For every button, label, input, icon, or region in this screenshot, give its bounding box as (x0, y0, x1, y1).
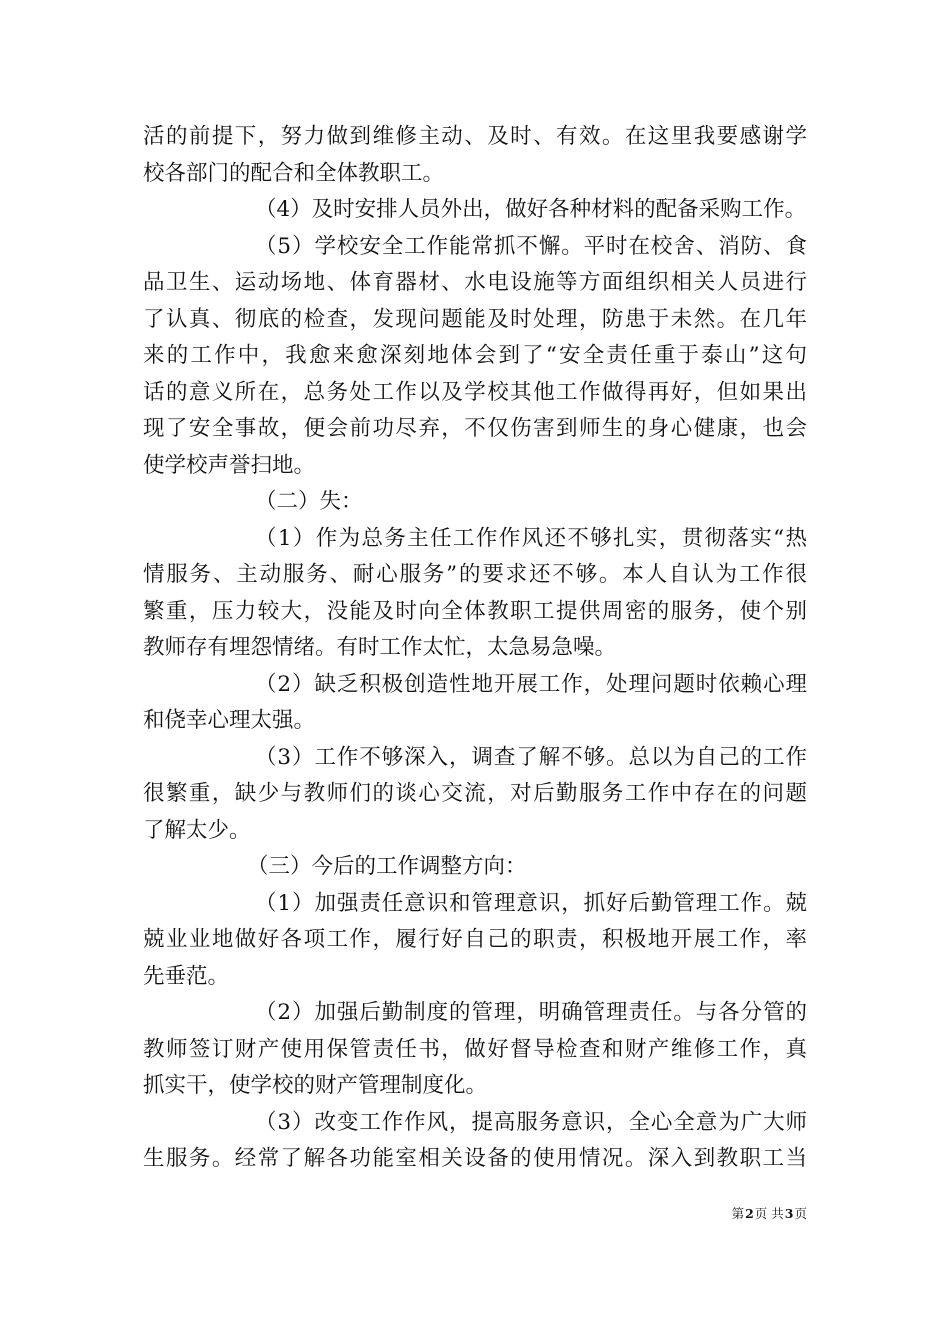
text-line: （3）工作不够深入，调查了解不够。总以为自己的工作 (255, 744, 807, 770)
text-line: 抓实干，使学校的财产管理制度化。 (143, 1073, 488, 1098)
text-line: 了认真、彻底的检查，发现问题能及时处理，防患于未然。在几年 (143, 306, 807, 332)
text-line: （2）加强后勤制度的管理，明确管理责任。与各分管的 (255, 1000, 807, 1025)
text-line: （1）作为总务主任工作作风还不够扎实，贯彻落实“热 (255, 525, 807, 551)
section-heading: （二）失： (255, 489, 363, 514)
page-footer-middle: 页 共 (754, 1206, 784, 1221)
text-line: 繁重，压力较大，没能及时向全体教职工提供周密的服务，使个别 (143, 598, 807, 624)
text-line: 使学校声誉扫地。 (143, 452, 316, 478)
text-line: 很繁重，缺少与教师们的谈心交流，对后勤服务工作中存在的问题 (143, 781, 807, 806)
text-line: 先垂范。 (143, 963, 230, 989)
text-line: 活的前提下，努力做到维修主动、及时、有效。在这里我要感谢学 (143, 124, 807, 149)
text-line: 了解太少。 (143, 817, 251, 843)
text-line: （3）改变工作作风，提高服务意识，全心全意为广大师 (255, 1109, 807, 1135)
text-line: 品卫生、运动场地、体育器材、水电设施等方面组织相关人员进行 (143, 270, 807, 295)
text-line: （4）及时安排人员外出，做好各种材料的配备采购工作。 (255, 197, 807, 222)
text-line: 和侥幸心理太强。 (143, 708, 316, 733)
text-line: 情服务、主动服务、耐心服务”的要求还不够。本人自认为工作很 (143, 562, 807, 587)
total-pages-number: 3 (784, 1206, 794, 1221)
text-line: 现了安全事故，便会前功尽弃，不仅伤害到师生的身心健康，也会 (143, 416, 807, 441)
current-page-number: 2 (745, 1206, 754, 1221)
text-line: 话的意义所在，总务处工作以及学校其他工作做得再好，但如果出 (143, 379, 807, 405)
document-body (143, 119, 807, 1178)
text-line: （1）加强责任意识和管理意识，抓好后勤管理工作。兢 (255, 890, 807, 916)
page-number-footer (732, 1204, 807, 1222)
text-line: （2）缺乏积极创造性地开展工作，处理问题时依赖心理 (255, 671, 807, 697)
page-footer-suffix: 页 (794, 1206, 807, 1221)
text-line: 教师签订财产使用保管责任书，做好督导检查和财产维修工作，真 (143, 1036, 807, 1062)
text-line: 生服务。经常了解各功能室相关设备的使用情况。深入到教职工当 (143, 1146, 807, 1171)
page-footer-prefix: 第 (731, 1206, 745, 1221)
text-line: （5）学校安全工作能常抓不懈。平时在校舍、消防、食 (255, 233, 807, 259)
text-line: 教师存有埋怨情绪。有时工作太忙，太急易急噪。 (143, 635, 617, 660)
section-heading: （三）今后的工作调整方向： (247, 854, 527, 879)
text-line: 来的工作中，我愈来愈深刻地体会到了“安全责任重于泰山”这句 (143, 343, 807, 368)
text-line: 校各部门的配合和全体教职工。 (143, 160, 445, 186)
text-line: 兢业业地做好各项工作，履行好自己的职责，积极地开展工作，率 (143, 927, 807, 952)
